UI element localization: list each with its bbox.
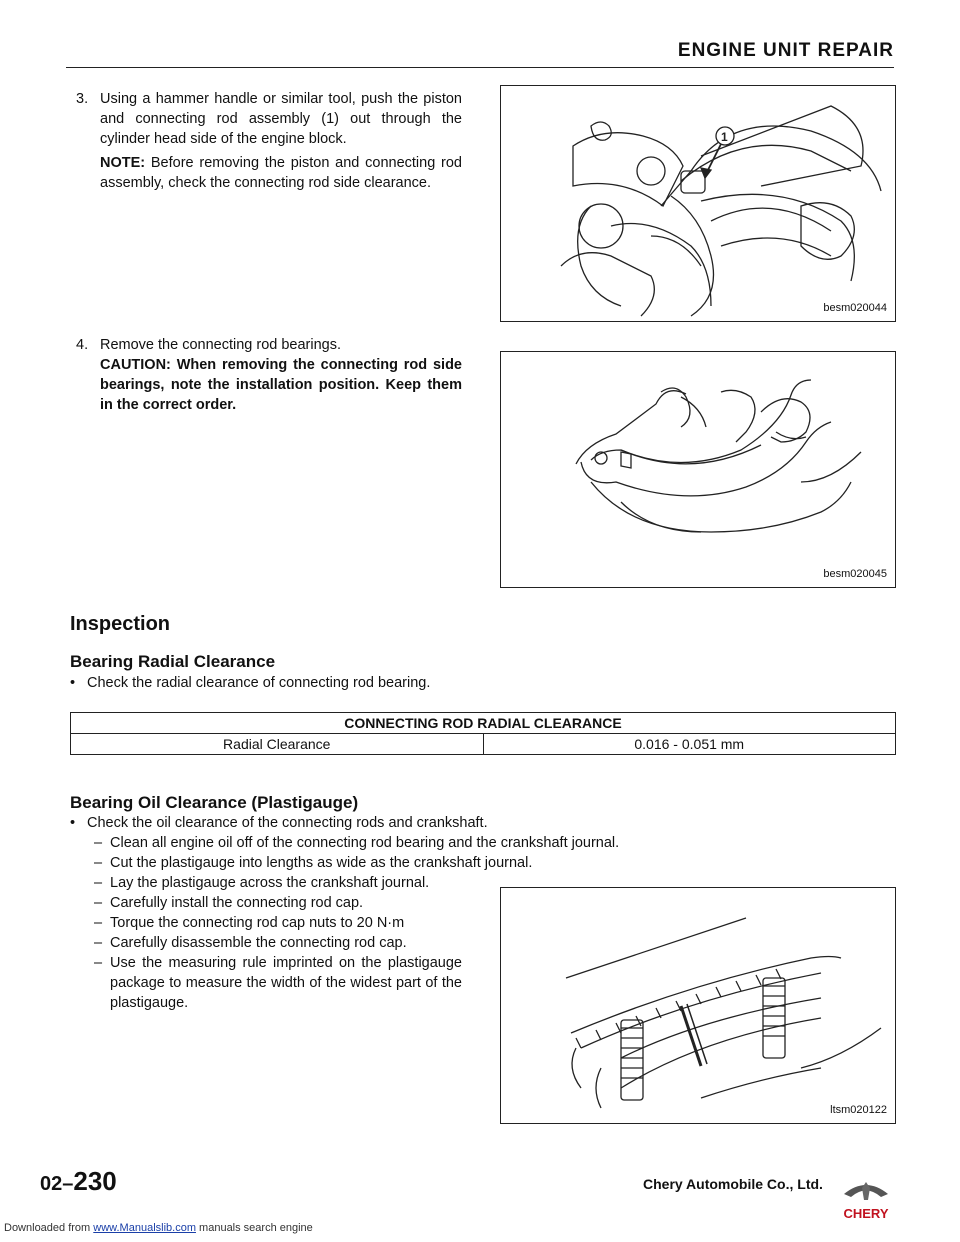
figure-plastigauge (500, 887, 896, 1124)
bullet-radial (70, 673, 430, 693)
bullet-text: Check the radial clearance of connecting rod bearing. (87, 675, 431, 691)
spec-table-value: 0.016 - 0.051 mm (483, 734, 896, 755)
note-label: NOTE: (100, 155, 146, 171)
list-item: – Use the measuring rule imprinted on the plastigauge package to measure the width of the widest part of the plastigauge. (94, 955, 462, 1011)
list-item: – Cut the plastigauge into lengths as wide as the crankshaft journal. (94, 855, 533, 871)
list-item: – Torque the connecting rod cap nuts to 20 N·m (94, 915, 405, 931)
chery-logo-icon (838, 1168, 894, 1224)
page-number (40, 1166, 117, 1197)
list-item: – Clean all engine oil off of the connecting rod bearing and the crankshaft journal. (94, 835, 620, 851)
step-3 (76, 89, 462, 193)
note-text: Before removing the piston and connecting rod assembly, check the connecting rod side clearance. (100, 155, 462, 191)
company-name: Chery Automobile Co., Ltd. (643, 1176, 823, 1192)
list-item: – Lay the plastigauge across the crankshaft journal. (94, 875, 430, 891)
header-rule (66, 67, 894, 68)
caution-text: CAUTION: When removing the connecting rod side bearings, note the installation position. Keep them in the correct order. (100, 357, 462, 413)
watermark (4, 1222, 313, 1234)
figure-code: besm020044 (823, 302, 887, 314)
bullet-oil (70, 813, 488, 833)
bullet-text: Check the oil clearance of the connecting rods and crankshaft. (87, 815, 488, 831)
step-text: Remove the connecting rod bearings. (100, 337, 342, 353)
plastigauge-illustration-icon (501, 888, 897, 1125)
section-title-inspection: Inspection (70, 613, 171, 635)
step-number: 4. (76, 337, 89, 353)
manualslib-link[interactable]: www.Manualslib.com (93, 1222, 196, 1234)
step-text: Using a hammer handle or similar tool, push the piston and connecting rod assembly (1) out through the cylinder head side of the engine block. (100, 91, 462, 147)
page-prefix: 02– (40, 1173, 74, 1195)
bullet-icon: • (70, 675, 76, 691)
subsection-title-radial: Bearing Radial Clearance (70, 652, 276, 671)
subsection-title-oil: Bearing Oil Clearance (Plastigauge) (70, 793, 359, 812)
spec-table-title: CONNECTING ROD RADIAL CLEARANCE (71, 713, 896, 734)
note (76, 153, 462, 193)
callout-1: 1 (721, 130, 728, 144)
list-item: – Carefully install the connecting rod cap. (94, 895, 364, 911)
list-item: – Carefully disassemble the connecting rod cap. (94, 935, 407, 951)
spec-table (70, 712, 896, 755)
watermark-downloaded: Downloaded from (4, 1222, 91, 1234)
piston-removal-illustration-icon (501, 86, 897, 323)
dash-list-narrow (88, 873, 462, 1013)
watermark-tail: manuals search engine (199, 1222, 313, 1234)
step-4 (76, 335, 462, 415)
dash-list-wide (88, 833, 728, 873)
figure-code: besm020045 (823, 568, 887, 580)
spec-table-label: Radial Clearance (71, 734, 484, 755)
rod-bearing-illustration-icon (501, 352, 897, 589)
step-number: 3. (76, 91, 89, 107)
logo-text: CHERY (843, 1206, 889, 1221)
chery-logo (838, 1168, 894, 1224)
figure-rod-bearing (500, 351, 896, 588)
figure-code: ltsm020122 (830, 1104, 887, 1116)
bullet-icon: • (70, 815, 76, 831)
header-title: ENGINE UNIT REPAIR (677, 40, 894, 61)
page-number-value: 230 (73, 1166, 117, 1196)
figure-piston-removal (500, 85, 896, 322)
